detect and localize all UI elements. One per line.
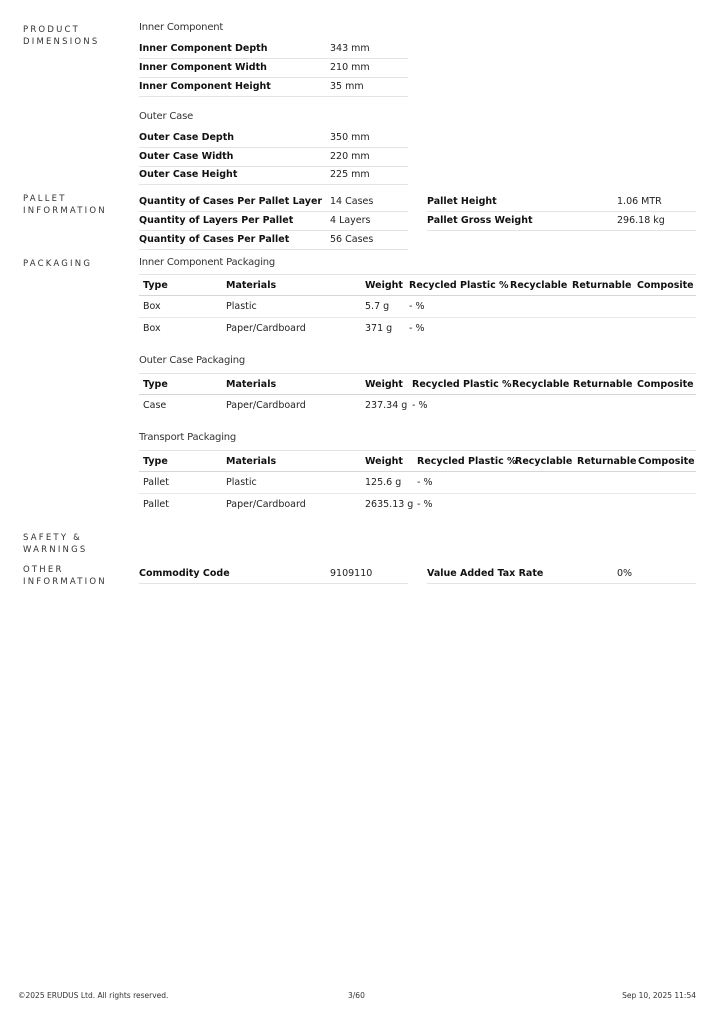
dimension-row (139, 59, 408, 78)
col-returnable: Returnable (577, 456, 637, 467)
dimension-label: Outer Case Depth (139, 132, 235, 143)
section-label-pallet-information: PALLET INFORMATION (23, 194, 107, 216)
dimension-row (139, 78, 408, 97)
dimension-value: 210 mm (330, 62, 370, 73)
pallet-row (139, 193, 408, 212)
cell-type: Pallet (143, 499, 169, 510)
col-weight: Weight (365, 379, 403, 390)
section-label-product-dimensions: PRODUCT DIMENSIONS (23, 25, 100, 47)
col-composite: Composite (638, 456, 695, 467)
cell-recycled-plastic: - % (409, 323, 425, 334)
inner-component-heading: Inner Component (139, 22, 224, 33)
outer-packaging-heading: Outer Case Packaging (139, 355, 245, 366)
table-row (139, 472, 696, 494)
outer-case-heading: Outer Case (139, 111, 194, 122)
table-header-row (139, 274, 696, 296)
table-row (139, 395, 696, 417)
footer-page-number: 3/60 (348, 991, 365, 1000)
col-weight: Weight (365, 456, 403, 467)
col-recycled-plastic: Recycled Plastic % (417, 456, 517, 467)
col-recycled-plastic: Recycled Plastic % (412, 379, 512, 390)
col-returnable: Returnable (573, 379, 633, 390)
col-materials: Materials (226, 456, 277, 467)
pallet-row (139, 231, 408, 250)
table-row (139, 494, 696, 516)
pallet-label: Quantity of Layers Per Pallet (139, 215, 294, 226)
vat-rate-value: 0% (617, 568, 633, 579)
pallet-row (427, 193, 696, 212)
pallet-label: Pallet Height (427, 196, 497, 207)
dimension-value: 350 mm (330, 132, 370, 143)
dimension-row (139, 166, 408, 185)
dimension-label: Inner Component Depth (139, 43, 268, 54)
cell-weight: 5.7 g (365, 301, 390, 312)
cell-materials: Plastic (226, 477, 257, 488)
dimension-value: 225 mm (330, 169, 370, 180)
col-recyclable: Recyclable (512, 379, 570, 390)
dimension-value: 35 mm (330, 81, 364, 92)
dimension-row (139, 40, 408, 59)
pallet-row (427, 212, 696, 231)
section-label-other-information: OTHER INFORMATION (23, 565, 107, 587)
commodity-code-label: Commodity Code (139, 568, 230, 579)
dimension-label: Inner Component Height (139, 81, 271, 92)
col-composite: Composite (637, 280, 694, 291)
pallet-value: 14 Cases (330, 196, 374, 207)
dimension-value: 220 mm (330, 151, 370, 162)
pallet-label: Pallet Gross Weight (427, 215, 533, 226)
col-composite: Composite (637, 379, 694, 390)
commodity-code-value: 9109110 (330, 568, 373, 579)
section-label-safety-warnings: SAFETY & WARNINGS (23, 533, 88, 555)
col-recycled-plastic: Recycled Plastic % (409, 280, 509, 291)
cell-recycled-plastic: - % (417, 477, 433, 488)
cell-weight: 2635.13 g (365, 499, 414, 510)
table-header-row (139, 373, 696, 395)
cell-recycled-plastic: - % (412, 400, 428, 411)
col-weight: Weight (365, 280, 403, 291)
col-type: Type (143, 379, 168, 390)
cell-materials: Paper/Cardboard (226, 499, 306, 510)
pallet-value: 1.06 MTR (617, 196, 662, 207)
col-materials: Materials (226, 379, 277, 390)
cell-recycled-plastic: - % (417, 499, 433, 510)
dimension-row (139, 129, 408, 148)
col-materials: Materials (226, 280, 277, 291)
vat-rate-label: Value Added Tax Rate (427, 568, 544, 579)
inner-packaging-heading: Inner Component Packaging (139, 257, 276, 268)
table-header-row (139, 450, 696, 472)
inner-packaging-table (139, 274, 696, 340)
pallet-row (139, 212, 408, 231)
transport-packaging-heading: Transport Packaging (139, 432, 237, 443)
outer-packaging-table (139, 373, 696, 417)
transport-packaging-table (139, 450, 696, 516)
other-info-row (427, 565, 696, 584)
cell-type: Pallet (143, 477, 169, 488)
cell-weight: 371 g (365, 323, 393, 334)
other-info-row (139, 565, 408, 584)
cell-type: Box (143, 301, 161, 312)
cell-materials: Paper/Cardboard (226, 323, 306, 334)
col-returnable: Returnable (572, 280, 632, 291)
dimension-label: Outer Case Width (139, 151, 234, 162)
dimension-label: Inner Component Width (139, 62, 267, 73)
pallet-label: Quantity of Cases Per Pallet (139, 234, 290, 245)
col-recyclable: Recyclable (510, 280, 568, 291)
dimension-value: 343 mm (330, 43, 370, 54)
cell-weight: 125.6 g (365, 477, 402, 488)
pallet-value: 56 Cases (330, 234, 374, 245)
table-row (139, 296, 696, 318)
table-row (139, 318, 696, 340)
footer-copyright: ©2025 ERUDUS Ltd. All rights reserved. (18, 991, 169, 1000)
cell-materials: Plastic (226, 301, 257, 312)
pallet-value: 4 Layers (330, 215, 371, 226)
cell-type: Case (143, 400, 167, 411)
cell-recycled-plastic: - % (409, 301, 425, 312)
col-type: Type (143, 456, 168, 467)
col-type: Type (143, 280, 168, 291)
cell-materials: Paper/Cardboard (226, 400, 306, 411)
dimension-label: Outer Case Height (139, 169, 238, 180)
footer-date: Sep 10, 2025 11:54 (622, 991, 696, 1000)
pallet-label: Quantity of Cases Per Pallet Layer (139, 196, 323, 207)
pallet-value: 296.18 kg (617, 215, 665, 226)
dimension-row (139, 148, 408, 167)
section-label-packaging: PACKAGING (23, 259, 93, 269)
cell-weight: 237.34 g (365, 400, 408, 411)
col-recyclable: Recyclable (515, 456, 573, 467)
cell-type: Box (143, 323, 161, 334)
